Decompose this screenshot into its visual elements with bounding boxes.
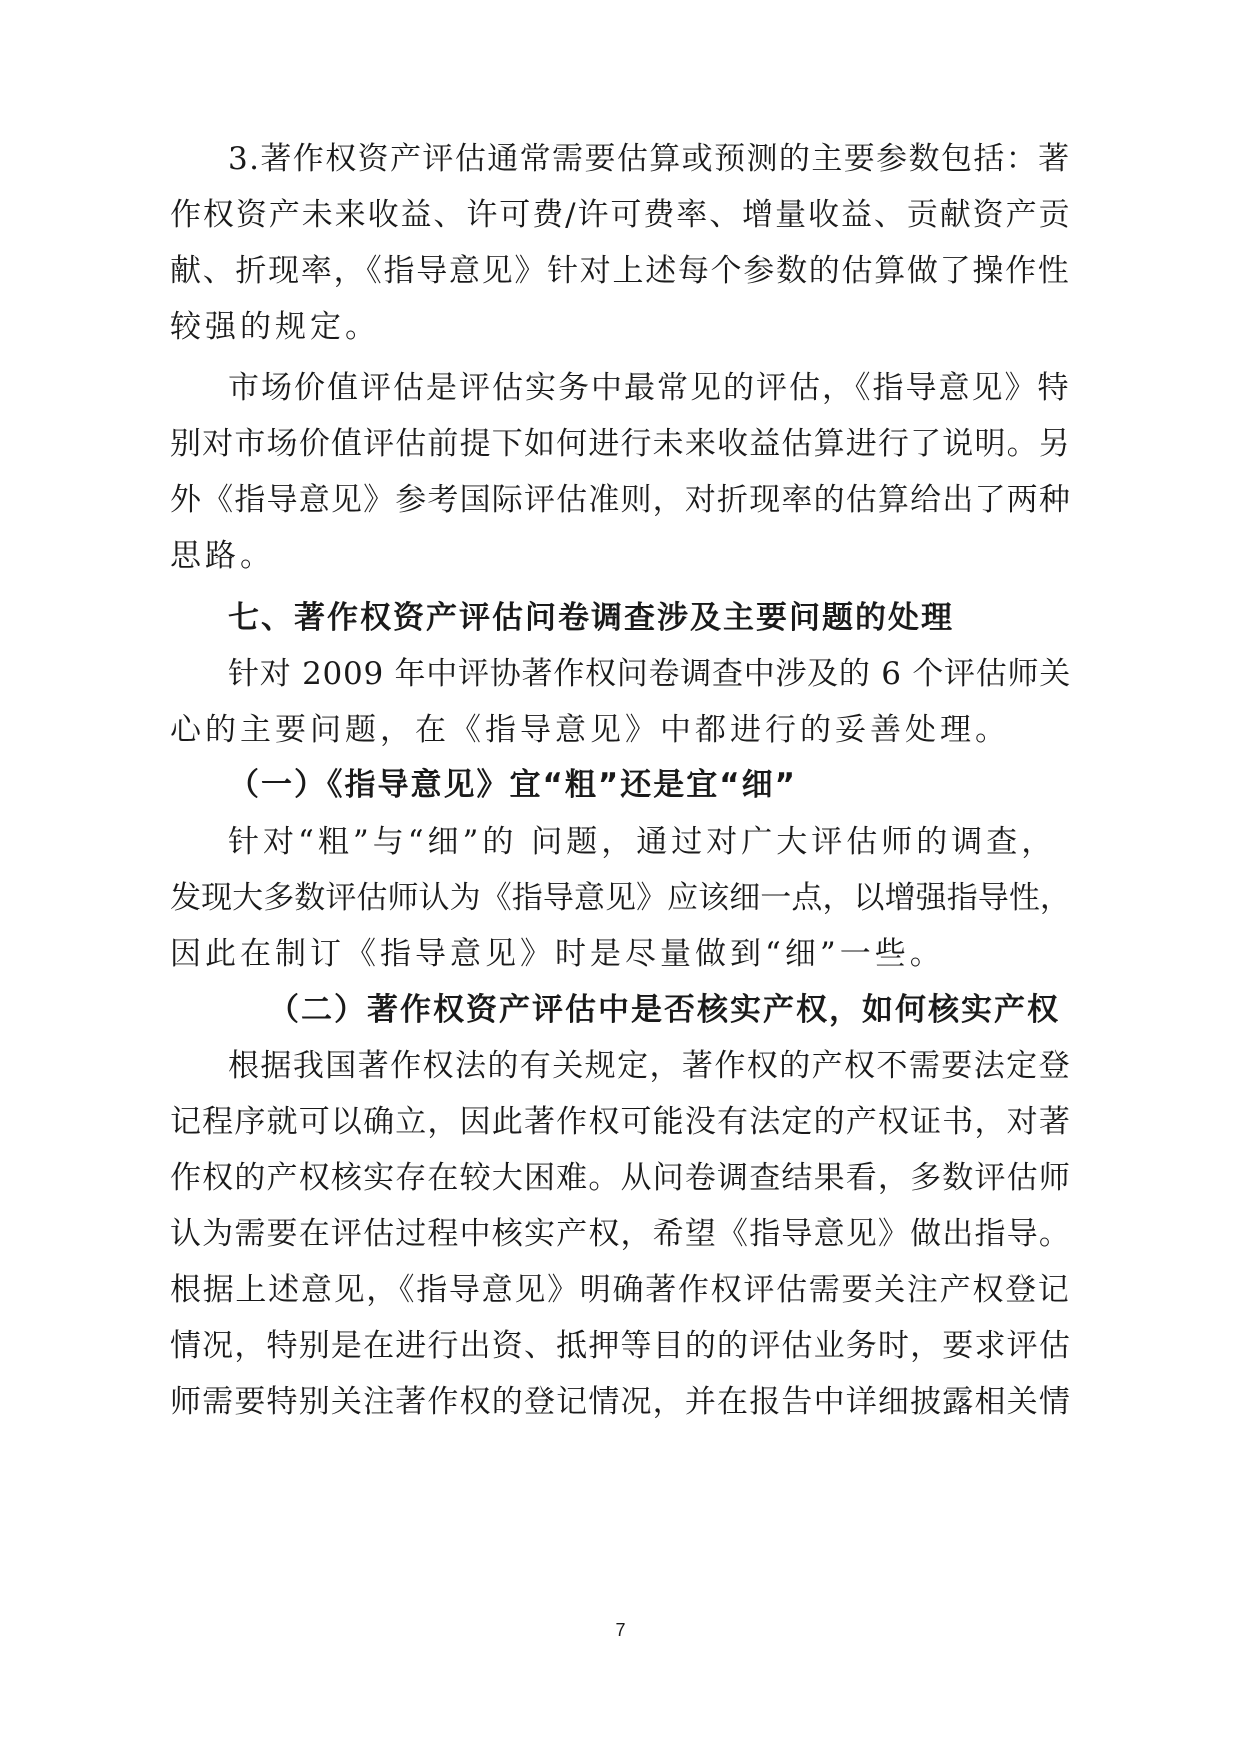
subsection-heading: （二）著作权资产评估中是否核实产权，如何核实产权	[268, 992, 1060, 1028]
body-text-line: 师需要特别关注著作权的登记情况，并在报告中详细披露相关情	[170, 1384, 1071, 1420]
body-text-line: 较强的规定。	[170, 309, 380, 345]
section-heading: 七、著作权资产评估问卷调查涉及主要问题的处理	[228, 600, 954, 636]
body-text-line: 献、折现率，《指导意见》针对上述每个参数的估算做了操作性	[170, 253, 1071, 289]
body-text-line: 作权的产权核实存在较大困难。从问卷调查结果看，多数评估师	[170, 1160, 1071, 1196]
body-text-line: 根据我国著作权法的有关规定，著作权的产权不需要法定登	[228, 1048, 1071, 1084]
body-text-line: 作权资产未来收益、许可费/许可费率、增量收益、贡献资产贡	[170, 197, 1072, 233]
page-number: 7	[615, 1620, 626, 1640]
body-text-line: 外《指导意见》参考国际评估准则，对折现率的估算给出了两种	[170, 482, 1071, 518]
body-text-line: 别对市场价值评估前提下如何进行未来收益估算进行了说明。另	[170, 426, 1071, 462]
body-text-line: 针对 2009 年中评协著作权问卷调查中涉及的 6 个评估师关	[228, 656, 1072, 692]
body-text-line: 情况，特别是在进行出资、抵押等目的的评估业务时，要求评估	[170, 1328, 1071, 1364]
body-text-line: 认为需要在评估过程中核实产权，希望《指导意见》做出指导。	[170, 1216, 1071, 1252]
body-text-line: 因此在制订《指导意见》时是尽量做到“细”一些。	[170, 936, 945, 972]
body-text-line: 记程序就可以确立，因此著作权可能没有法定的产权证书，对著	[170, 1104, 1071, 1140]
body-text-line: 心的主要问题，在《指导意见》中都进行的妥善处理。	[170, 712, 1010, 748]
body-text-line: 3.著作权资产评估通常需要估算或预测的主要参数包括：著	[228, 141, 1071, 177]
body-text-line: 针对“粗”与“细”的 问题，通过对广大评估师的调查，	[228, 824, 1057, 860]
body-text-line: 发现大多数评估师认为《指导意见》应该细一点，以增强指导性，	[170, 880, 1071, 916]
body-text-line: 市场价值评估是评估实务中最常见的评估，《指导意见》特	[228, 370, 1071, 406]
subsection-heading: （一）《指导意见》宜“粗”还是宜“细”	[228, 767, 797, 803]
body-text-line: 思路。	[170, 538, 275, 574]
body-text-line: 根据上述意见，《指导意见》明确著作权评估需要关注产权登记	[170, 1272, 1071, 1308]
